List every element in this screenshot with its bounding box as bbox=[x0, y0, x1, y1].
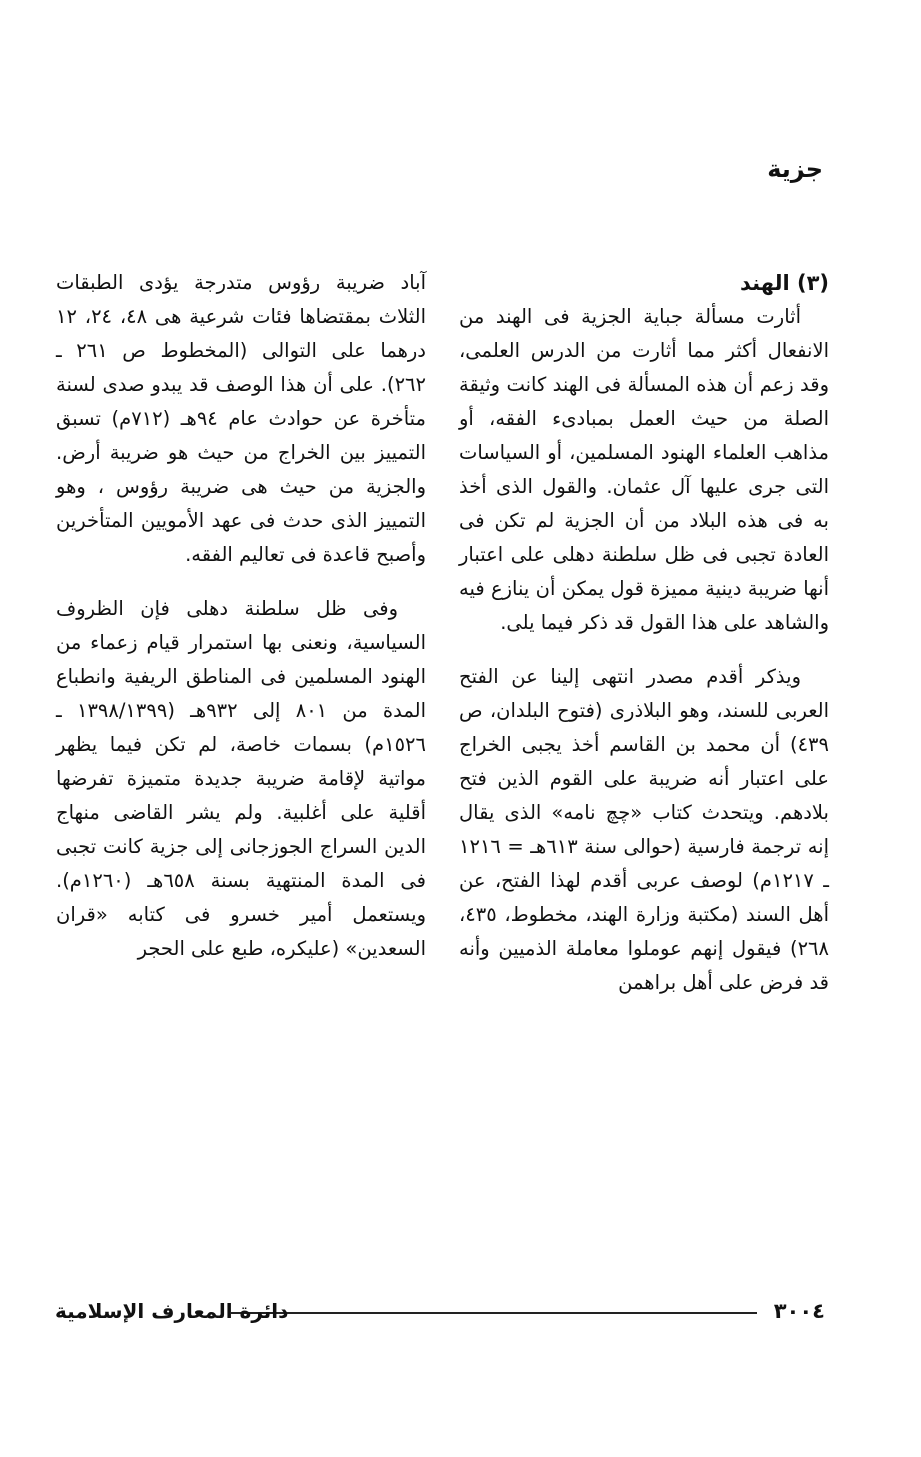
section-title: (٣) الهند bbox=[740, 271, 829, 295]
footer-title: دائرة المعارف الإسلامية bbox=[55, 1299, 289, 1323]
paragraph-gap bbox=[459, 640, 829, 660]
right-column-paragraph-2: ويذكر أقدم مصدر انتهى إلينا عن الفتح العربى للسند، وهو البلاذرى (فتوح البلدان، ص ٤٣٩) أن محمد بن القاسم أخذ يجبى الخراج على اعتبار أنه ضريبة على القوم الذين فتح بلادهم. ويتحدث كتاب «چچ نامه» الذى يقال إنه ترجمة فارسية (حوالى سنة ٦١٣هـ = ١٢١٦ ـ ١٢١٧م) لوصف عربى أقدم لهذا الفتح، عن أهل السند (مكتبة وزارة الهند، مخطوط، ٤٣٥، ٢٦٨) فيقول إنهم عوملوا معاملة الذميين وأنه قد فرض على أهل براهمن bbox=[459, 665, 829, 994]
page-number: ٣٠٠٤ bbox=[773, 1299, 825, 1323]
paragraph-gap bbox=[56, 572, 426, 592]
running-head: جزية bbox=[767, 155, 823, 183]
left-column-paragraph-2: وفى ظل سلطنة دهلى فإن الظروف السياسية، ونعنى بها استمرار قيام زعماء من الهنود المسلمين فى المناطق الريفية وانطباع المدة من ٨٠١ إلى ٩٣٢هـ (١٣٩٨/١٣٩٩ ـ ١٥٢٦م) بسمات خاصة، لم تكن فيما يظهر مواتية لإقامة ضريبة جديدة متميزة تفرضها أقلية على أغلبية. ولم يشر القاضى منهاج الدين السراج الجوزجانى إلى جزية كانت تجبى فى المدة المنتهية بسنة ٦٥٨هـ (١٢٦٠م). ويستعمل أمير خسرو فى كتابه «قران السعدين» (عليكره، طبع على الحجر bbox=[56, 597, 426, 960]
left-column-paragraph-1: آباد ضريبة رؤوس متدرجة يؤدى الطبقات الثلاث بمقتضاها فئات شرعية هى ٤٨، ٢٤، ١٢ درهما على التوالى (المخطوط ص ٢٦١ ـ ٢٦٢). على أن هذا الوصف قد يبدو صدى لسنة متأخرة عن حوادث عام ٩٤هـ (٧١٢م) تسبق التمييز بين الخراج من حيث هو ضريبة أرض. والجزية من حيث هى ضريبة رؤوس ، وهو التمييز الذى حدث فى عهد الأمويين المتأخرين وأصبح قاعدة فى تعاليم الفقه. bbox=[56, 271, 427, 566]
right-column-paragraph-1: أثارت مسألة جباية الجزية فى الهند من الانفعال أكثر مما أثارت من الدرس العلمى، وقد زعم أن هذه المسألة فى الهند كانت وثيقة الصلة من حيث العمل بمبادىء الفقه، أو مذاهب العلماء الهنود المسلمين، أو السياسات التى جرى عليها آل عثمان. والقول الذى أخذ به فى هذه البلاد من أن الجزية لم تكن فى العادة تجبى فى ظل سلطنة دهلى على اعتبار أنها ضريبة دينية مميزة قول يمكن أن ينازع فيه والشاهد على هذا القول قد ذكر فيما يلى. bbox=[459, 305, 829, 634]
left-column bbox=[56, 266, 426, 966]
footer-rule bbox=[231, 1312, 757, 1314]
right-column bbox=[459, 266, 829, 1000]
page-footer bbox=[55, 1290, 825, 1330]
